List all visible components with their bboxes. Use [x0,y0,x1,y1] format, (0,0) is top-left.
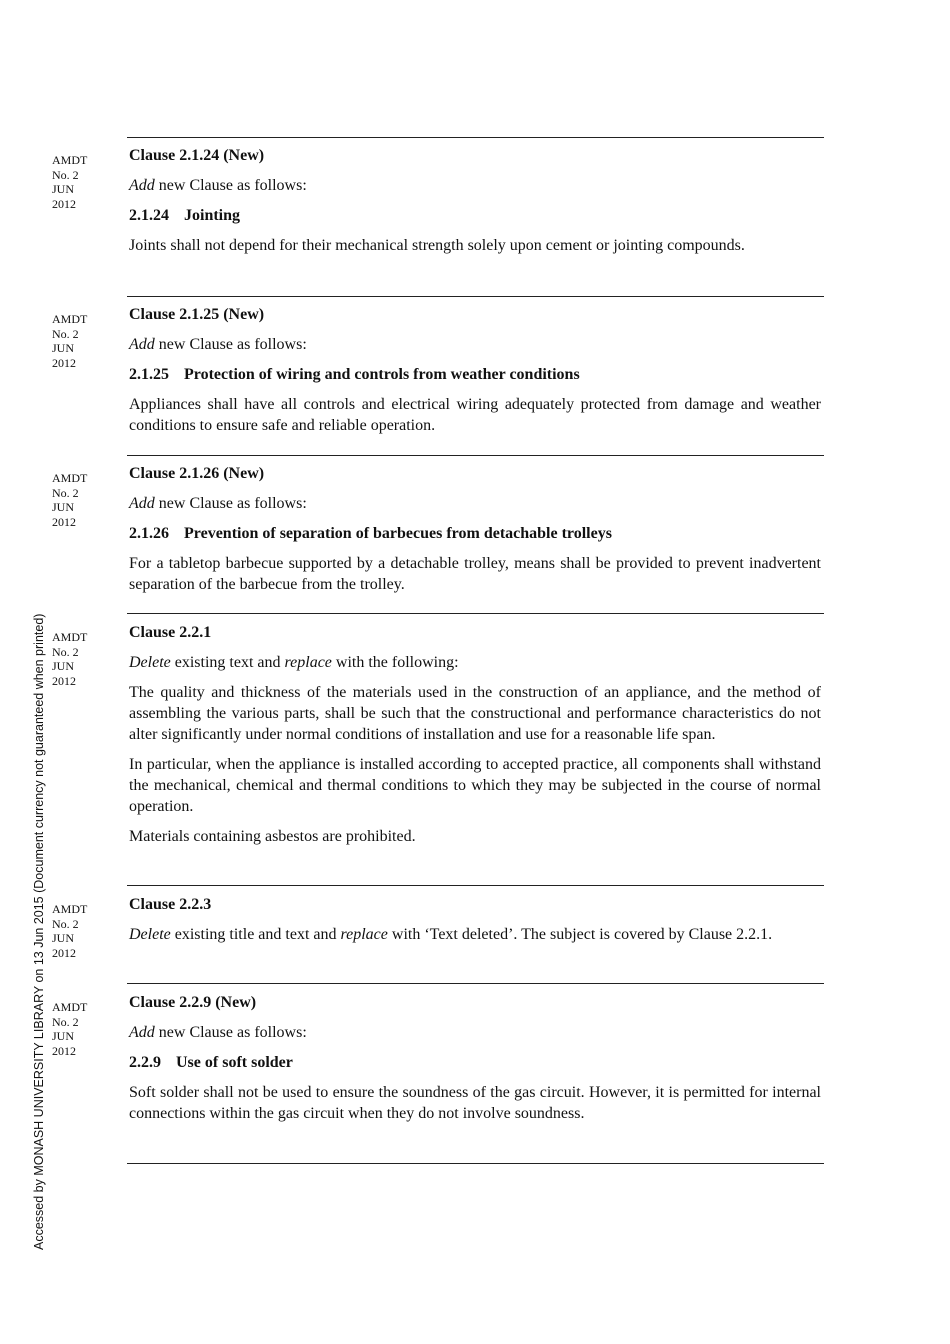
clause-section [129,304,821,445]
subclause-heading: 2.1.24 Jointing [129,207,241,224]
subclause-heading: 2.2.9 Use of soft solder [129,1054,293,1071]
clause-instruction: Add new Clause as follows: [129,177,307,194]
clause-paragraph: Materials containing asbestos are prohibited. [129,828,416,845]
amendment-note: AMDT No. 2 JUN 2012 [52,1000,88,1058]
amendment-note: AMDT No. 2 JUN 2012 [52,630,88,688]
section-divider [127,1163,824,1164]
clause-paragraph: In particular, when the appliance is installed according to accepted practice, all components shall withstand the mechanical, chemical and thermal conditions to which they may be subjected in the course of normal operation. [129,756,821,815]
subclause-heading: 2.1.25 Protection of wiring and controls from weather conditions [129,366,580,383]
clause-title: Clause 2.1.25 (New) [129,306,265,323]
clause-paragraph: Joints shall not depend for their mechanical strength solely upon cement or jointing compounds. [129,237,745,254]
access-watermark: Accessed by MONASH UNIVERSITY LIBRARY on 13 Jun 2015 (Document currency not guaranteed when printed) [32,613,46,1250]
clause-instruction: Delete existing title and text and replace with ‘Text deleted’. The subject is covered by Clause 2.2.1. [129,926,773,943]
section-divider [127,296,824,297]
amendment-note: AMDT No. 2 JUN 2012 [52,471,88,529]
clause-title: Clause 2.2.1 [129,624,212,641]
section-divider [127,613,824,614]
clause-instruction: Add new Clause as follows: [129,495,307,512]
section-divider [127,885,824,886]
clause-section [129,622,821,856]
amendment-note: AMDT No. 2 JUN 2012 [52,153,88,211]
clause-instruction: Add new Clause as follows: [129,1024,307,1041]
clause-section [129,992,821,1133]
clause-title: Clause 2.2.9 (New) [129,994,257,1011]
clause-section [129,463,821,604]
clause-instruction: Delete existing text and replace with the following: [129,654,459,671]
section-divider [127,137,824,138]
clause-paragraph: Appliances shall have all controls and electrical wiring adequately protected from damage and weather conditions to ensure safe and reliable operation. [129,396,821,434]
subclause-heading: 2.1.26 Prevention of separation of barbecues from detachable trolleys [129,525,612,542]
clause-paragraph: Soft solder shall not be used to ensure the soundness of the gas circuit. However, it is permitted for internal connections within the gas circuit when they do not involve soundness. [129,1084,821,1122]
amendment-note: AMDT No. 2 JUN 2012 [52,312,88,370]
clause-title: Clause 2.2.3 [129,896,212,913]
clause-paragraph: The quality and thickness of the materials used in the construction of an appliance, and the method of assembling the various parts, shall be such that the constructional and performance characteristics do not alter significantly under normal conditions of installation and use for a reasonable life span. [129,684,821,743]
clause-title: Clause 2.1.24 (New) [129,147,265,164]
clause-title: Clause 2.1.26 (New) [129,465,265,482]
clause-section [129,894,821,954]
clause-paragraph: For a tabletop barbecue supported by a detachable trolley, means shall be provided to prevent inadvertent separation of the barbecue from the trolley. [129,555,821,593]
section-divider [127,983,824,984]
amendment-note: AMDT No. 2 JUN 2012 [52,902,88,960]
clause-instruction: Add new Clause as follows: [129,336,307,353]
section-divider [127,455,824,456]
clause-section [129,145,821,265]
